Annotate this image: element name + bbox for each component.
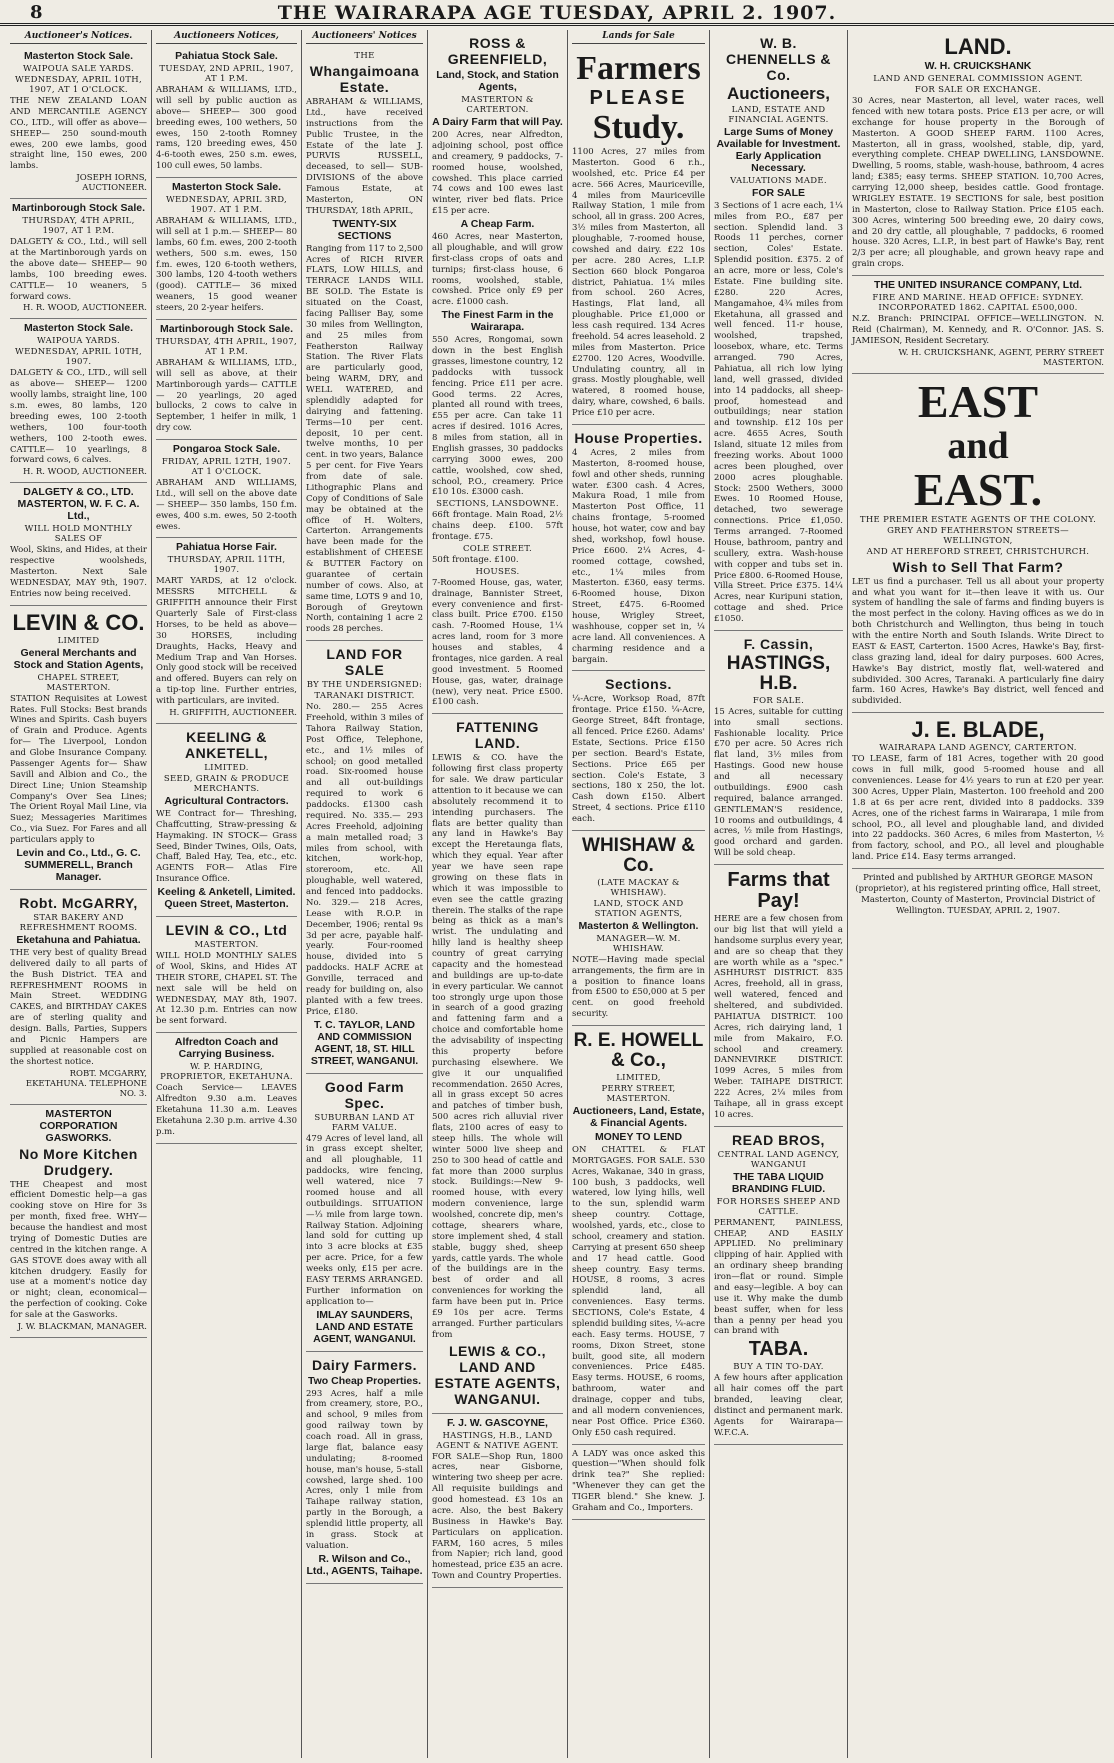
ad-subtitle: STAR BAKERY AND REFRESHMENT ROOMS.: [19, 912, 138, 933]
ad-pahiatua-horse-fair: [156, 538, 297, 724]
ad-body-2: A few hours after application all hair comes off the part branded, leaving clear, distinct and permanent mark. Agents for Wairarapa—W.F.C.A.: [714, 1373, 843, 1438]
ad-title: Martinborough Stock Sale.: [159, 322, 293, 335]
ad-body: DALGETY & CO., LTD., will sell as above— SHEEP— 1200 woolly lambs, straight line, 100 s.m. ewes, 80 lambs, 120 breeding ewes, 100 2-tooth wethers, 100 four-tooth wethers, 100 2-tooth ewes. CATTLE— 10 yearlings, 8 forward cows, 6 calves.: [10, 368, 147, 466]
ad-martinborough-stock-sale: [10, 199, 147, 319]
ad-title: LAND FOR SALE: [326, 646, 403, 679]
ad-houses-heading: HOUSES.: [475, 566, 520, 577]
ad-united-insurance: [852, 276, 1104, 374]
ad-title: LEVIN & CO., Ltd: [165, 922, 288, 938]
newspaper-title: THE WAIRARAPA AGE TUESDAY, APRIL 2. 1907.: [277, 2, 837, 24]
ad-body-6: 7-Roomed House, gas, water, drainage, Bannister Street, every convenience and first-class built. Price £700. £150 cash. 7-Roomed House, 1¼ acres land, room for 3 more houses and stables, 4 frontages, nice garden. A real good investment. 5 Roomed House, gas, water, drainage (new), very neat. Price £500. £100 cash.: [432, 577, 563, 708]
ad-body: 30 Acres, near Masterton, all level, water races, well fenced with new totara posts. Price £13 per acre, or will exchange for house property in the Borough of Masterton. A GOOD SHEEP FARM. 1100 Acres, Masterton, all in grass, woolshed, stable, dip, yard, everything complete. CHEAP DWELLING, LANSDOWNE. Dwelling, 5 rooms, stable, wash-house, bathroom, 4 acres land; £385; easy terms. SHEEP STATION. 10,700 Acres, carrying 12,000 sheep, besides cattle. Good frontage. WRIGLEY ESTATE. 19 SECTIONS for sale, best position in Masterton, close to Railway Station. Price £105 each. 300 Acres, wintering 500 breeding ewe, 20 dairy cows, and 20 dry cattle, all ploughable, 7 paddocks, 6 roomed house. 320 Acres, L.I.P., in best part of Hawke's Bay, rent 2/3 per acre; all ploughable, and grown heavy rape and grain crops.: [852, 96, 1104, 270]
ad-body: ABRAHAM & WILLIAMS, LTD., will sell at 1 p.m.— SHEEP— 80 lambs, 60 f.m. ewes, 200 2-tooth wethers, 500 s.m. ewes, 150 f.m. ewes, 120 6-tooth wethers, 300 lambs, 120 4-tooth wethers (good). CATTLE— 36 mixed weaners, 15 good weaner steers, 20 2-year heifers.: [156, 216, 297, 313]
ad-subtitle: WAIPOUA YARDS.: [37, 336, 120, 347]
ad-valuations: VALUATIONS MADE.: [730, 175, 827, 186]
ad-dairy-farmers: [306, 1352, 423, 1584]
ad-pre-title: THE: [354, 51, 375, 61]
ad-headline: Two Cheap Properties.: [308, 1374, 421, 1387]
ad-body: ABRAHAM & WILLIAMS, LTD., will sell by public auction as above— SHEEP— 300 good breeding ewes, 100 wethers, 50 ewes, 150 2-tooth Romney rams, 120 breeding ewes, 450 4-6-tooth ewes, 250 s.m. ewes, 100 cull ewes, 50 lambs.: [156, 85, 297, 172]
ad-ross-greenfield: [432, 30, 563, 714]
ad-pongaroa-stock-sale: [156, 440, 297, 538]
ad-chennells: [714, 30, 843, 631]
ad-body: ABRAHAM & WILLIAMS, Ltd., have received instructions from the Public Trustee, in the Estate of the late J. PURVIS RUSSELL, deceased, to sell— SUB-DIVISIONS of the above Famous Estate, at Masterton, ON THURSDAY, 18th APRIL,: [306, 97, 423, 216]
ad-title: House Properties.: [574, 429, 703, 446]
column-chennells: [710, 30, 848, 1758]
ad-headline-3: The Finest Farm in the Wairarapa.: [441, 309, 554, 334]
ad-body: PERMANENT, PAINLESS, CHEAP, AND EASILY APPLIED. No preliminary clipping of hair. Applied with an ordinary sheep branding iron—flat or round. Simple and easy—legible. A boy can use it. Why make the dumb beast suffer, when for less than a penny per head you can brand with: [714, 1217, 843, 1337]
ad-farms-that-pay: [714, 865, 843, 1127]
ad-body: 1100 Acres, 27 miles from Masterton. Good 6 r.h., woolshed, etc. Price £4 per acre. 566 Acres, Mauriceville, 4 miles from Mauriceville Railway Station, 1 mile from school, all in grass. 200 Acres, 3½ miles from Masterton, all ploughable, 7-roomed house, cowshed and dairy. £22 10s per acre. 280 Acres, L.I.P. Section 660 block Pongaroa district, Pahiatua. 1¼ miles from school. 260 Acres, Hastings, Flat land, all ploughable. Price £1,000 or less cash required. 134 Acres freehold. 54 acres leasehold. 2 miles from Masterton. Price £2700. 120 Acres, Woodville. Undulating country, all in grass. Mostly ploughable, well watered, 8 roomed house, dairy, whare, cowshed, 6 bails. Price £10 per acre.: [572, 147, 705, 418]
ad-body-1: 200 Acres, near Alfredton, adjoining school, post office and creamery, 9 paddocks, 7-roomed house, woolshed, cowshed. This place carried 74 cows and 100 ewes last winter, river bed flats. Price £15 per acre.: [432, 130, 563, 217]
ad-mcgarry-bakery: [10, 890, 147, 1105]
ad-body: Wool, Skins, and Hides, at their respective woolsheds, Masterton. Next Sale WEDNESDAY, MAY 9th, 1907. Entries now being received.: [10, 545, 147, 599]
ad-pahiatua-stock-sale: [156, 47, 297, 178]
ad-title: FATTENING LAND.: [456, 719, 539, 752]
ad-subtitle: HASTINGS, H.B., LAND AGENT & NATIVE AGENT.: [436, 1430, 559, 1451]
ad-signature: LEWIS & CO., LAND AND ESTATE AGENTS, WANGANUI.: [434, 1342, 561, 1407]
ad-subtitle: LIMITED,: [616, 1072, 661, 1083]
ad-trade: LAND, ESTATE AND FINANCIAL AGENTS.: [728, 104, 829, 125]
ad-title: Pahiatua Horse Fair.: [176, 541, 277, 554]
ad-subtitle: LIMITED.: [204, 762, 249, 773]
ad-body: STATION Requisites at Lowest Rates. Full Stocks: Best brands Wines and Spirits. Cash buyers of Grain and Produce. Agents for— The Liverpool, London and Globe Insurance Company. Passenger Agents for— Shaw Savill and Albion and Co., the Direct Line; Union Steamship Company's Over Sea Lines; The Orient Royal Mail Line, via Suez; Messageries Maritimes Co., via Suez. For Fares and all particulars apply to: [10, 693, 147, 846]
ad-subtitle: LIMITED: [57, 635, 100, 646]
ad-title: MASTERTON CORPORATION GASWORKS.: [39, 1107, 118, 1144]
ad-date: THURSDAY, 4TH APRIL, 1907, AT 1 P.M.: [156, 336, 297, 357]
ad-subtitle: (LATE MACKAY & WHISHAW).: [597, 877, 680, 898]
ad-address-1: GREY AND FEATHERSTON STREETS— WELLINGTON,: [887, 525, 1069, 546]
ad-name: W. H. CRUICKSHANK: [924, 60, 1032, 73]
ad-headline-2: A Cheap Farm.: [460, 218, 535, 230]
ad-title: ROSS & GREENFIELD,: [447, 35, 548, 67]
ad-title: Good Farm Spec.: [324, 1078, 405, 1111]
ad-title: KEELING & ANKETELL,: [184, 728, 269, 761]
ad-title: READ BROS,: [732, 1131, 825, 1148]
ad-masterton-stock-sale-2: [10, 319, 147, 483]
ad-headline: FOR SALE OR EXCHANGE.: [914, 85, 1042, 96]
ad-body: No. 280.— 255 Acres Freehold, within 3 miles of Tahora Railway Station, Post Office, Telephone, etc., and 1½ miles of school; on good metalled road. Six-roomed house and all out-buildings required to work 6 paddocks. £1300 cash required. No. 335.— 293 Acres Freehold, adjoining a main metalled road; 3 miles from school, with kitchen, work-hop, storeroom, etc. All ploughable, well watered, and fenced into paddocks. No. 329.— 218 Acres, Lease with R.O.P. in December, 1906; rental 9s 3d per acre, payable half-yearly. Four-roomed house, divided into 5 paddocks. HALF ACRE at Gonville, terraced and ready for building on, also planted with a few trees. Price, £180.: [306, 702, 423, 1017]
ad-body: A LADY was once asked this question—"When should folk drink tea?" She replied: "Whenever they can get the TIGER blend." She knew. J. Graham and Co., Importers.: [572, 1448, 705, 1513]
ad-keeling-anketell: [156, 724, 297, 917]
column-auctioneers-3: [302, 30, 428, 1758]
ad-subtitle: BY THE UNDERSIGNED:: [306, 680, 423, 691]
ad-signature: W. H. CRUICKSHANK, AGENT, PERRY STREET MASTERTON.: [898, 347, 1104, 368]
ad-signature: R. Wilson and Co., Ltd., AGENTS, Taihape.: [306, 1552, 423, 1577]
ad-date: FRIDAY, APRIL 12TH, 1907. AT 1 O'CLOCK.: [161, 457, 292, 477]
ad-title: Dairy Farmers.: [311, 1356, 418, 1373]
ad-big-line-2: PLEASE: [589, 87, 688, 109]
ad-subtitle: MASTERTON.: [194, 940, 259, 950]
ad-title: W. B. CHENNELLS & Co.: [725, 35, 832, 83]
ad-body: ABRAHAM AND WILLIAMS, Ltd., will sell on the above date— SHEEP— 350 lambs, 150 f.m. ewes, 400 s.m. ewes, 50 2-tooth ewes.: [156, 478, 297, 532]
ad-title: Farms that Pay!: [727, 869, 830, 913]
ad-subtitle: WAIPOUA SALE YARDS.: [23, 64, 134, 74]
ad-place: HASTINGS, H.B.: [726, 652, 831, 694]
ad-body: WILL HOLD MONTHLY SALES of Wool, Skins, and Hides AT THEIR STORE, CHAPEL ST. The next sale will be held on WEDNESDAY, MAY 8th, 1907. At 12.30 p.m. Entries can now be sent forward.: [156, 951, 297, 1027]
ad-masterton-stock-sale: [156, 178, 297, 320]
ad-read-bros-taba: [714, 1127, 843, 1445]
ad-brand: TABA.: [748, 1338, 809, 1361]
ad-date: WEDNESDAY, APRIL 10TH, 1907, AT 1 O'CLOCK.: [15, 75, 142, 95]
column-auctioneers-2: [152, 30, 302, 1758]
ad-body: LEWIS & CO. have the following first class property for sale. We draw particular attention to it because we can absolutely recommend it to intending purchasers. The flats are better quality than any land in Hawke's Bay except the Heretaunga flats, which they equal. Year after year we have seen rape growing on these flats in which it was impossible to even see the cattle grazing therein. The stalks of the rape being as thick as a man's wrist. The undulating and hilly land is healthy sheep country of great carrying capacity and the homestead and buildings are up-to-date in every particular. We cannot too strongly urge upon those in search of a good grazing and fattening farm and a choice and comfortable home the advisability of inspecting this property before purchasing elsewhere. We give it our unqualified recommendation. 2650 Acres, all in grass except 50 acres and patches of timber bush, 500 acres rich alluvial river flats, 2100 acres of easy to steep hills. The whole will winter 5000 live sheep and 250 to 300 head of cattle and fat more than 2000 surplus stock. Buildings:—New 9-roomed house, with every modern convenience, large woolshed, concrete dip, men's cottage, shearers whare, store implement shed, 4 stall stable, buggy shed, sheep yards, cattle yards. The whole of the buildings are in the best of order and all conveniences for working the farm have been put in. Price £9 10s per acre. Terms arranged. Further particulars from: [432, 753, 563, 1340]
ad-subtitle: WILL HOLD MONTHLY SALES OF: [24, 524, 133, 545]
publisher-imprint: Printed and published by ARTHUR GEORGE MASON (proprietor), at his registered printing office, Hall street, Masterton, County of Masterton, Provincial District of Wellington. TUESDAY, APRIL 2, 1907.: [855, 873, 1101, 917]
ad-title: Whangaimoana Estate.: [309, 63, 420, 95]
ad-signature: H. R. WOOD, AUCTIONEER.: [23, 467, 147, 478]
ad-east-and-east: [852, 374, 1104, 714]
ad-title: Pongaroa Stock Sale.: [172, 443, 281, 455]
ad-signature: T. C. TAYLOR, LAND AND COMMISSION AGENT, 18, ST. HILL STREET, WANGANUI.: [310, 1018, 419, 1067]
ad-body-5: 50ft frontage. £100.: [432, 554, 519, 565]
ad-body: WE Contract for— Threshing, Chaffcutting, Straw-pressing & Haymaking. IN STOCK— Grass Seed, Binder Twines, Oils, Oats, Chaff, Baled Hay, Tea, etc., etc. AGENTS FOR— Atlas Fire Insurance Office.: [156, 808, 297, 885]
ad-body: THE very best of quality Bread delivered daily to all parts of the Bush District. TEA and REFRESHMENT ROOMS in Main Street. WEDDING CAKES, and BIRTHDAY CAKES are of sterling quality and design. Balls, Parties, Suppers and Picnic Hampers are supplied at reasonable cost on the shortest notice.: [10, 947, 147, 1067]
ad-signature: H. GRIFFITH, AUCTIONEER.: [169, 707, 297, 718]
ad-title: LEVIN & CO.: [12, 609, 145, 635]
ad-trade: LAND, STOCK AND STATION AGENTS,: [593, 898, 684, 919]
ad-big-line-3: Study.: [592, 109, 685, 146]
ad-masterton-stock-sale: [10, 47, 147, 199]
ad-signature: W. P. HARDING, PROPRIETOR, EKETAHUNA.: [160, 1062, 293, 1083]
ad-signature: J. W. BLACKMAN, MANAGER.: [17, 1321, 147, 1332]
ad-headline-1: A Dairy Farm that will Pay.: [432, 116, 563, 128]
ad-headline: Large Sums of Money Available for Investment. Early Application Necessary.: [716, 125, 841, 174]
column-header: Auctioneers' Notices: [306, 30, 423, 44]
ad-title: F. J. W. GASCOYNE,: [447, 1416, 548, 1429]
column-header: Auctioneer's Notices.: [10, 30, 147, 44]
ad-signature: H. R. WOOD, AUCTIONEER.: [23, 303, 147, 314]
ad-body: THE Cheapest and most efficient Domestic help—a gas cooking stove on Hire for 3s per month, fixed free. WHY—because the handiest and most trying of Domestic Duties are centred in the kitchen range. A GAS STOVE does away with all kitchen drudgery. Easily for use at a moment's notice day or night; clean, economical—the perfection of cooking. Coke for sale at the Gasworks.: [10, 1179, 147, 1321]
ad-title: DALGETY & CO., LTD. MASTERTON, W. F. C. A. Ltd.,: [17, 486, 140, 523]
ad-title: J. E. BLADE,: [911, 717, 1045, 743]
ad-sections: [572, 671, 705, 831]
ad-body: N.Z. Branch: PRINCIPAL OFFICE—WELLINGTON. N. Reid (Chairman), M. Kennedy, and R. O'Connor. JAS. S. JAMIESON, Resident Secretary.: [852, 314, 1104, 346]
ad-for-sale: FOR SALE: [751, 186, 806, 199]
ad-headline: TWENTY-SIX SECTIONS: [332, 217, 397, 242]
ad-body: ¼-Acre, Worksop Road, 87ft frontage. Price £150. ¼-Acre, George Street, 84ft frontage, all fenced. Price £260. Adams' Estate, Sections. Price £150 per section. Beard's Estate, Sections. Price £65 per section. Cole's Estate, 3 sections, 180 x 250, the lot. Cash down £150. Albert Street, 4 sections. Price £110 each.: [572, 694, 705, 824]
ad-body: 293 Acres, half a mile from creamery, store, P.O., and school, 9 miles from good railway town by coach road. All in grass, large flat, balance easy undulating; 8-roomed house, man's house, 5-stall cowshed, large shed. 100 Acres, only 1 mile from Taihape railway station, partly in the Borough, a splendid little property, all in grass. Stock at valuation.: [306, 1388, 423, 1551]
ad-title: Martinborough Stock Sale.: [11, 202, 145, 215]
ad-big-line-3: EAST.: [913, 463, 1043, 515]
ad-body: 3 Sections of 1 acre each, 1¼ miles from P.O., £87 per section. Splendid land. 3 Roods 11 perches, corner section, Coles' Estate. Splendid position. £375. 2 of an acre, more or less, Cole's Estate. Fine building site. £280. 220 Acres, Mangamahoe, 4¾ miles from Eketahuna, all grassed and well fenced. 11-r house, woolshed, trapshed, loosebox, whare, etc. Terms arranged. 790 Acres, Pahiatua, all rich low lying land, well grassed, divided into 14 paddocks, all sheep-proof, homestead and outbuildings; near station and township. £12 10s per acre. 4655 Acres, South Island, situate 12 miles from freezing works. About 1000 acres been ploughed, over 2000 acres ploughable. Stock: 2500 Wethers, 3000 Ewes. 10 Roomed House, detached, two sewerage connections. Price £1,050. Terms arranged. 7-Roomed House, bathroom, pantry and scullery, extra. Wash-house with copper and tubs set in. Price £800. 6-Roomed House, Villa Street. Price £375. 14¼ Acres, near Kuripuni station, cottage and shed. Price £1050.: [714, 200, 843, 625]
ad-cole-heading: COLE STREET.: [462, 543, 533, 554]
ad-fattening-land: [432, 714, 563, 1413]
ad-body-4: 66ft frontage. Main Road, 2½ chains deep. £100. 57ft frontage. £75.: [432, 510, 563, 542]
ad-good-farm-spec: [306, 1074, 423, 1352]
ad-tiger-tea: [572, 1445, 705, 1520]
ad-levin-co: [10, 606, 147, 890]
ad-district: TARANAKI DISTRICT.: [314, 691, 415, 702]
ad-title: LAND.: [944, 34, 1012, 59]
column-header: Auctioneers Notices,: [156, 30, 297, 44]
ad-body: FOR SALE—Shop Run, 1800 acres, near Gisborne, wintering two sheep per acre. All requisite buildings and good homestead. £3 10s an acre. Also, the best Bakery Business in Hawke's Bay. Particulars on application. FARM, 160 acres, 5 miles from Napier; rich land, good homestead, price £35 an acre. Town and Country Properties.: [432, 1451, 563, 1582]
ad-signature: ROBT. MCGARRY, EKETAHUNA. TELEPHONE NO. 3.: [25, 1068, 147, 1099]
ad-date: WEDNESDAY, APRIL 3RD, 1907. AT 1 P.M.: [165, 195, 288, 215]
ad-farmers-please-study: [572, 47, 705, 425]
ad-headline: Wish to Sell That Farm?: [892, 558, 1064, 575]
ad-title: Masterton Stock Sale.: [171, 181, 282, 193]
ad-title: Sections.: [605, 676, 672, 693]
column-lands-for-sale: [568, 30, 710, 1758]
column-header: Lands for Sale: [572, 30, 705, 44]
ad-subtitle: Land, Stock, and Station Agents,: [436, 69, 559, 93]
ad-headline: THE TABA LIQUID BRANDING FLUID.: [731, 1170, 826, 1195]
ad-title: THE UNITED INSURANCE COMPANY, Ltd.: [873, 279, 1083, 292]
ad-house-properties: [572, 425, 705, 672]
ad-sections-heading: SECTIONS, LANSDOWNE.: [436, 499, 559, 510]
columns: [6, 30, 1108, 1758]
ad-address: PERRY STREET, MASTERTON.: [601, 1083, 676, 1104]
ad-body: ON CHATTEL & FLAT MORTGAGES. FOR SALE. 530 Acres, Wakanae, 340 in grass, 100 bush, 3 paddocks, well watered, low lying hills, well to the sun, splendid warm sheep country. Cottage, woolshed, yards, etc., close to school, creamery and station. Carrying at present 650 sheep and 17 head cattle. Good sheep country. Easy terms. HOUSE, 8 rooms, 3 acres splendid land, all conveniences. Easy terms. SECTIONS, Cole's Estate, 4 splendid building sites, ¼-acre each. Easy terms. HOUSE, 7 rooms, Dixon Street, stone built, good site, all modern conveniences. Price £485. Easy terms. HOUSE, 6 rooms, bathroom, water and drainage, copper and tubs, and all modern conveniences, near Post Office. Price £360. Only £50 cash required.: [572, 1144, 705, 1438]
ad-headline: MONEY TO LEND: [594, 1130, 683, 1143]
ad-body-2: 460 Acres, near Masterton, all ploughable, and will grow first-class crops of oats and turnips; first-class house, 6 rooms, woolshed, stable, cowshed. Price only £9 per acre. £1000 cash.: [432, 232, 563, 308]
ad-address: MASTERTON & CARTERTON.: [461, 95, 534, 115]
ad-title: WHISHAW & Co.: [582, 834, 695, 876]
ad-subtitle: THE PREMIER ESTATE AGENTS OF THE COLONY.: [859, 514, 1097, 525]
ad-wfca-wool-sales: [10, 483, 147, 605]
ad-whangaimoana-estate: [306, 47, 423, 641]
ad-for-sale: FOR SALE.: [752, 695, 805, 706]
column-ross-greenfield: [428, 30, 568, 1758]
ad-body: MART YARDS, at 12 o'clock. MESSRS MITCHELL & GRIFFITH announce their First Quarterly Sale of First-class Horses, to be held as above— 30 HORSES, including Draughts, Hacks, Heavy and Medium Trap and Van Horses. Only good stock will be received and offered. Buyers can rely on a tip-top line. Further entries, with particulars, are invited.: [156, 576, 297, 706]
ad-alfredton-coach: [156, 1033, 297, 1143]
ad-headline: Agricultural Contractors.: [164, 794, 289, 807]
ad-date: TUESDAY, 2ND APRIL, 1907, AT 1 P.M.: [159, 64, 294, 84]
ad-body: HERE are a few chosen from our big list that will yield a handsome surplus every year, and are so cheap that they are worth while as a "spec." ASHHURST DISTRICT. 835 Acres, freehold, all in grass, well watered, fenced and sheltered, and subdivided. PAHIATUA DISTRICT. 100 Acres, rich dairying land, 1 mile from Makairo, F.O. school and creamery. DANNEVIRKE DISTRICT. 1099 Acres, 5 miles from Weber. TAIHAPE DISTRICT. 222 Acres, 2¼ miles from Taihape, all in grass except 10 acres.: [714, 914, 843, 1120]
ad-big-line-1: Farmers: [576, 50, 701, 87]
ad-big-line-2: and: [947, 424, 1009, 467]
ad-subtitle: CENTRAL LAND AGENCY, WANGANUI: [717, 1149, 840, 1170]
ad-address: CHAPEL STREET, MASTERTON.: [37, 672, 120, 693]
ad-place: Eketahuna and Pahiatua.: [16, 933, 141, 946]
ad-address-2: AND AT HEREFORD STREET, CHRISTCHURCH.: [866, 546, 1090, 557]
ad-subtitle: SUBURBAN LAND AT FARM VALUE.: [314, 1112, 415, 1133]
ad-subtitle: Auctioneers,: [727, 84, 830, 103]
ad-cassin: [714, 631, 843, 865]
ad-body: DALGETY & CO., Ltd., will sell at the Martinborough yards on the above date— SHEEP— 90 lambs, 100 breeding ewes. CATTLE— 10 weaners, 5 forward cows.: [10, 237, 147, 302]
ad-gascoyne: [432, 1414, 563, 1589]
ad-land-for-sale: [306, 641, 423, 1073]
ad-headline: No More Kitchen Drudgery.: [19, 1145, 138, 1178]
ad-title: Robt. McGARRY,: [19, 894, 138, 911]
column-cruickshank-east: [848, 30, 1108, 1758]
ad-signature: Levin and Co., Ltd., G. C. SUMMERELL, Branch Manager.: [16, 846, 141, 883]
ad-buy: BUY A TIN TO-DAY.: [733, 1362, 824, 1373]
ad-manager: MANAGER—W. M. WHISHAW.: [596, 933, 681, 954]
column-auctioneers-1: [6, 30, 152, 1758]
ad-title: F. Cassin,: [743, 635, 814, 652]
ad-place: Masterton & Wellington.: [578, 919, 699, 932]
ad-body-3: 550 Acres, Rongomai, sown down in the best English grasses, limestone country, 12 paddocks with tussock fencing. Price £11 per acre. Good terms. 22 Acres, planted all round with trees, £55 per acre. Can take 11 acres if desired. 1016 Acres, 8 miles from station, all in English grasses, 30 paddocks carrying 3000 ewes, 200 cattle, woolshed, cow shed, school, P.O., creamery. Price £10 10s. £3000 cash.: [432, 335, 563, 498]
ad-body: LET us find a purchaser. Tell us all about your property and what you want for it—then leave it with us. Our system of handling the sale of farms and finding buyers is the most perfect in the colony. Having offices as we do in both Christchurch and Wellington, thus being in touch with the entire North and South Islands. Write Direct to EAST & EAST, Carterton. 1500 Acres, Hawke's Bay, first-class grazing land, ideal for dairy purposes. 600 Acres, Hawke's Bay district, mostly flat, well-watered and subdivided. 300 Acres, Taranaki. A particularly fine dairy farm. 160 Acres, Hawke's Bay district, well fenced and subdivided.: [852, 576, 1104, 707]
ad-trade: General Merchants and Stock and Station Agents,: [13, 646, 144, 671]
ad-title: Masterton Stock Sale.: [23, 322, 134, 335]
ad-body: Coach Service— LEAVES Alfredton 9.30 a.m. Leaves Eketahuna 11.30 a.m. Leaves Eketahuna 2.30 p.m. arrive 4.30 p.m.: [156, 1083, 297, 1137]
ad-cruickshank: [852, 30, 1104, 276]
ad-date: THURSDAY, APRIL 11TH, 1907.: [167, 555, 286, 576]
ad-trade: SEED, GRAIN & PRODUCE MERCHANTS.: [163, 773, 290, 794]
ad-subtitle: WAIRARAPA LAND AGENCY, CARTERTON.: [879, 743, 1077, 754]
ad-body: 15 Acres, suitable for cutting into small sections. Fashionable locality. Price £70 per acre. 50 Acres rich flat land, 3½ miles from Hastings. Good new house and all necessary outbuildings. £900 cash required, balance arranged. GENTLEMAN'S residence, 10 rooms and outbuildings, 4 acres, ½ mile from Hastings, good orchard and garden. Will be sold cheap.: [714, 706, 843, 859]
ad-martinborough-stock-sale: [156, 320, 297, 440]
ad-body: 4 Acres, 2 miles from Masterton, 8-roomed house, fowl and other sheds, running water. £300 cash. 4 Acres, Makura Road, 1 mile from Masterton Post Office, 11 chains frontage, 5-roomed house, hot water, cow and bay shed, workshop, fowl house. Price £600. 2¼ Acres, 4-roomed cottage, cowshed, etc., 1¼ miles from Masterton. £360, easy terms. 6-Roomed house, Dixon Street, £475. 6-Roomed house, Wrigley Street, washhouse, copper set in, ¼ acre land. All conveniences. A charming residence and a bargain.: [572, 447, 705, 665]
ad-body: TO LEASE, farm of 181 Acres, together with 20 good cows in full milk, good 5-roomed house and all conveniences. Lease for 4½ years to run at £20 per year. 300 Acres, Upper Plain, Masterton. 100 freehold and 200 1.8 at 6s per acre rent, divided into 8 paddocks. 339 Acres, one of the richest farms in Wairarapa, 1 mile from school, P.O., all level and ploughable land, and divided into 22 paddocks. 360 Acres, 6 miles from Masterton, ½ from factory, school, and P.O., all level and ploughable land. Price £14. Easy terms arranged.: [852, 754, 1104, 863]
ad-body: THE NEW ZEALAND LOAN AND MERCANTILE AGENCY CO., LTD., will offer as above— SHEEP— 250 sound-mouth ewes, 200 ewe lambs, good straight line, 150 ewes, 200 lambs.: [10, 96, 147, 172]
ad-signature: JOSEPH IORNS, AUCTIONEER.: [76, 173, 147, 194]
ad-body: 479 Acres of level land, all in grass except shelter, and all ploughable, 11 paddocks, wire fencing, well watered, nice 7 roomed house and all outbuildings. SITUATION—⅓ mile from large town. Railway Station. Adjoining land sold for cutting up into 3 acre blocks at £35 per acre. Price, for a few weeks only, £15 per acre. EASY TERMS ARRANGED. Further information on application to—: [306, 1133, 423, 1307]
ad-blade: [852, 713, 1104, 869]
ad-signature: IMLAY SAUNDERS, LAND AND ESTATE AGENT, WANGANUI.: [313, 1308, 416, 1345]
ad-subtitle: LAND AND GENERAL COMMISSION AGENT.: [873, 74, 1083, 85]
ad-whishaw: [572, 831, 705, 1026]
ad-howell: [572, 1026, 705, 1445]
ad-trade: Auctioneers, Land, Estate, & Financial Agents.: [572, 1104, 705, 1129]
ad-signature: Keeling & Anketell, Limited. Queen Street, Masterton.: [157, 886, 296, 910]
page-number: 8: [30, 2, 43, 23]
ad-subtitle: FIRE AND MARINE. HEAD OFFICE: SYDNEY. INCORPORATED 1862. CAPITAL £500,000.: [872, 293, 1084, 314]
ad-levin-wool-sales: [156, 917, 297, 1033]
ad-body: ABRAHAM & WILLIAMS, LTD., will sell as above, at their Martinborough yards— CATTLE— 20 yearlings, 20 aged bullocks, 2 cows to calve in September, 1 heifer in milk, 1 dry cow.: [156, 357, 297, 434]
masthead: [0, 0, 1114, 26]
ad-body: NOTE—Having made special arrangements, the firm are in a position to finance loans from £500 to £50,000 at 5 per cent. on good freehold security.: [572, 954, 705, 1020]
ad-title: R. E. HOWELL & Co.,: [573, 1030, 704, 1071]
ad-side-note: FOR HORSES SHEEP AND CATTLE.: [716, 1196, 841, 1217]
ad-gasworks: [10, 1105, 147, 1338]
ad-title: Masterton Stock Sale.: [23, 50, 134, 62]
ad-body-2: Ranging from 117 to 2,500 Acres of RICH RIVER FLATS, LOW HILLS, and TERRACE LANDS WILL BE SOLD. The Estate is situated on the Coast, facing Palliser Bay, some 30 miles from Wellington, and 25 miles from Featherston Railway Station. The River Flats are particularly good, being WARM, DRY, and WELL WATERED, and splendidly adapted for dairying and fattening. Terms—10 per cent. deposit, 10 per cent. twelve months, 10 per cent. in two years, Balance 5 per cent. for Five Years from date of sale. Lithographic Plans and Copy of Conditions of Sale may be obtained at the office of H. Wolters, Carterton. Arrangements have been made for the establishment of CHEESE & BUTTER Factory on guarantee of certain number of cows. Also, at same time, LOTS 9 and 10, Borough of Greytown North, containing 1 acre 2 roods 28 perches.: [306, 243, 423, 635]
ad-date: WEDNESDAY, APRIL 10TH, 1907.: [15, 347, 142, 368]
ad-title: Alfredton Coach and Carrying Business.: [174, 1036, 279, 1061]
ad-date: THURSDAY, 4TH APRIL, 1907, AT 1 P.M.: [22, 216, 135, 237]
ad-big-line-1: EAST: [917, 375, 1039, 427]
ad-title: Pahiatua Stock Sale.: [175, 50, 278, 62]
